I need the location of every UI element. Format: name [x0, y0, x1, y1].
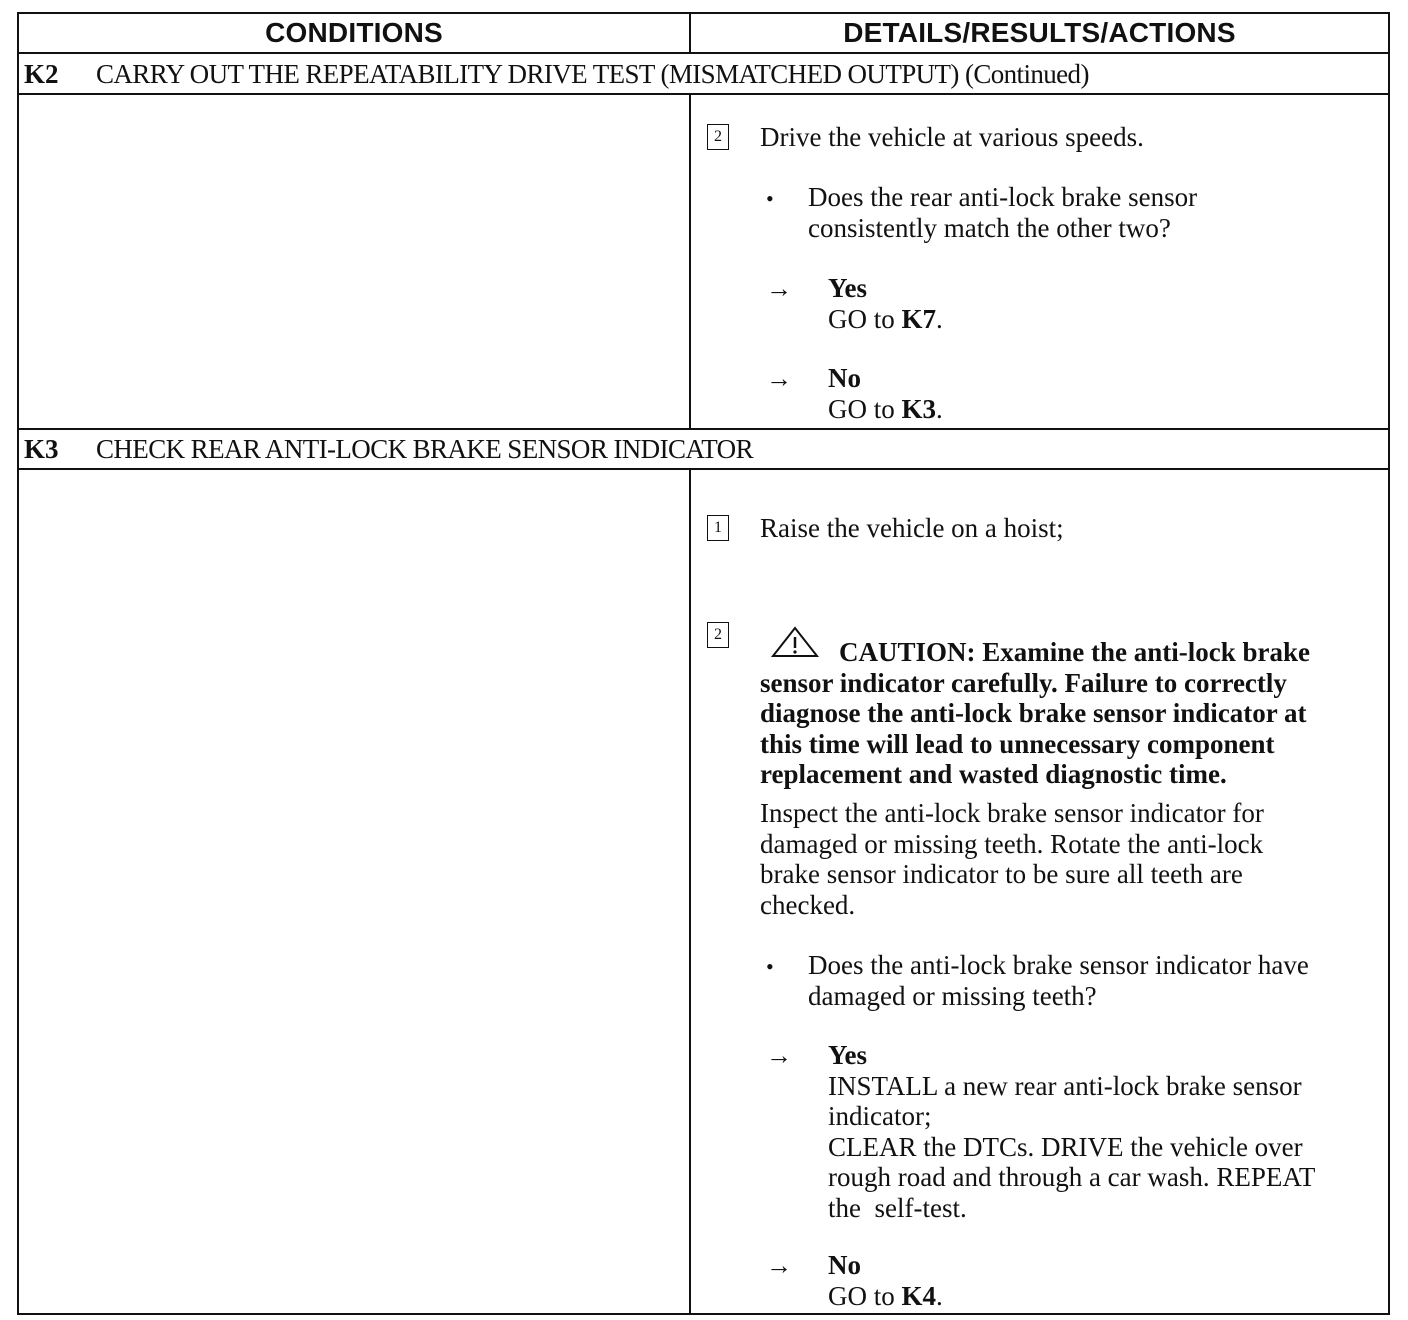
k2-no-label: No [828, 363, 861, 393]
inspect-line: checked. [760, 889, 856, 920]
k3-yes-line: INSTALL a new rear anti-lock brake sensor [828, 1070, 1302, 1101]
caution-line: diagnose the anti-lock brake sensor indicator at [760, 698, 1307, 728]
k2-section-title [20, 54, 1089, 94]
k3-no-target: K4 [901, 1280, 937, 1311]
k2-question [808, 182, 1197, 243]
k2-yes-result [828, 273, 943, 334]
k3-yes-line: the self-test. [828, 1192, 967, 1223]
k3-yes-arrow: → [766, 1041, 792, 1070]
k2-no-result [828, 363, 943, 424]
k3-question-bullet: • [766, 954, 774, 979]
table-border-bottom [17, 1313, 1390, 1315]
k3-step2-number: 2 [707, 622, 729, 648]
k3-no-result [828, 1250, 943, 1311]
k3-yes-line: indicator; [828, 1101, 932, 1131]
k3-no-label: No [828, 1250, 861, 1280]
k2-yes-label: Yes [828, 273, 867, 303]
details-header: DETAILS/RESULTS/ACTIONS [843, 17, 1236, 48]
k2-title: CARRY OUT THE REPEATABILITY DRIVE TEST (MISMATCHED OUTPUT) (Continued) [96, 58, 1089, 89]
k2-no-target: K3 [901, 393, 937, 424]
column-divider [689, 93, 691, 430]
k3-yes-result [828, 1040, 1383, 1223]
k3-section-title [20, 429, 753, 469]
k3-yes-line: rough road and through a car wash. REPEAT [828, 1162, 1316, 1192]
k2-code: K2 [24, 58, 59, 89]
k2-question-line: consistently match the other two? [808, 212, 1171, 243]
inspect-line: Inspect the anti-lock brake sensor indicator for [760, 798, 1264, 828]
k2-no-arrow: → [766, 364, 792, 393]
k2-yes-target: K7 [901, 303, 937, 334]
k3-no-goto: GO to K4. [828, 1280, 943, 1311]
caution-line: CAUTION: Examine the anti-lock brake [839, 637, 1310, 667]
caution-line: replacement and wasted diagnostic time. [760, 759, 1227, 789]
caution-line: sensor indicator carefully. Failure to correctly [760, 667, 1287, 698]
k3-no-arrow: → [766, 1251, 792, 1280]
column-divider [689, 468, 691, 1315]
k2-question-line: Does the rear anti-lock brake sensor [808, 182, 1198, 212]
k3-yes-line: CLEAR the DTCs. DRIVE the vehicle over [828, 1131, 1303, 1162]
k3-question [808, 950, 1378, 1011]
table-border-left [17, 12, 19, 1315]
k3-step1-text: Raise the vehicle on a hoist; [760, 513, 1064, 543]
caution-line: this time will lead to unnecessary component [760, 728, 1275, 759]
conditions-header: CONDITIONS [265, 17, 443, 48]
k2-yes-arrow: → [766, 274, 792, 303]
k3-step1-number: 1 [707, 515, 729, 541]
table-border-right [1388, 12, 1390, 1315]
inspect-line: damaged or missing teeth. Rotate the anti-lock [760, 828, 1264, 859]
k2-no-goto: GO to K3. [828, 393, 943, 424]
k3-yes-label: Yes [828, 1040, 867, 1070]
k2-question-bullet: • [766, 186, 774, 211]
k3-question-line: Does the anti-lock brake sensor indicator have [808, 950, 1309, 980]
inspect-instructions [760, 798, 1380, 920]
caution-text [760, 637, 1380, 790]
k3-code: K3 [24, 433, 59, 464]
k2-step-number: 2 [707, 124, 729, 150]
inspect-line: brake sensor indicator to be sure all teeth are [760, 859, 1243, 889]
k2-step-text: Drive the vehicle at various speeds. [760, 122, 1144, 152]
k2-yes-goto: GO to K7. [828, 303, 943, 334]
k3-question-line: damaged or missing teeth? [808, 980, 1097, 1011]
k3-title: CHECK REAR ANTI-LOCK BRAKE SENSOR INDICATOR [96, 433, 753, 464]
